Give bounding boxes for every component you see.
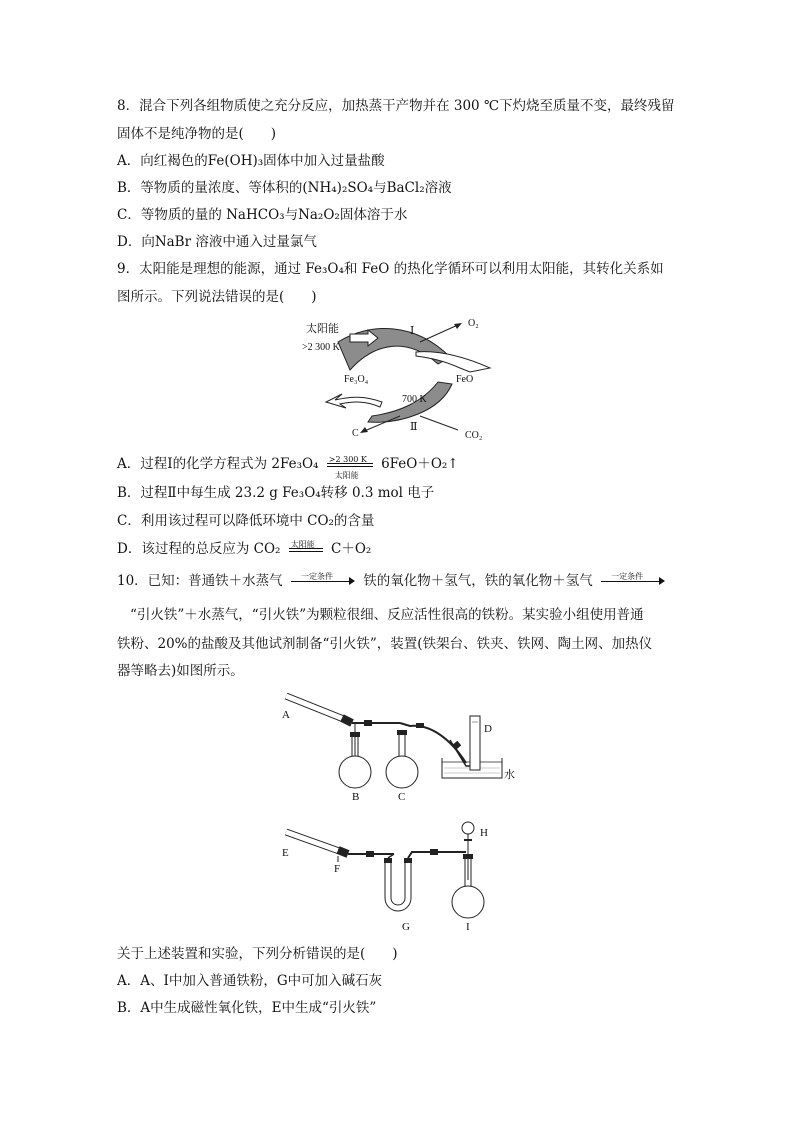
q10-cond-2: 一定条件 [611, 572, 644, 581]
q10-stem-line1 [117, 571, 665, 591]
q9-option-a-products: 6FeO＋O₂↑ [381, 456, 459, 472]
label-A: A [282, 709, 290, 721]
q8-stem-line2: 固体不是纯净物的是( ) [117, 126, 277, 142]
apparatus-upper [280, 688, 520, 808]
label-E: E [282, 847, 289, 859]
q10-cond-arrow-2 [601, 571, 665, 591]
q10-cond-1: 一定条件 [300, 572, 333, 581]
label-I: I [466, 921, 470, 933]
diagram-stage-1: Ⅰ [410, 325, 415, 337]
q9-option-d-text: D．该过程的总反应为 CO₂ [117, 541, 281, 557]
q8-option-b: B．等物质的量浓度、等体积的(NH₄)₂SO₄与BaCl₂溶液 [117, 180, 452, 196]
q9-option-c: C．利用该过程可以降低环境中 CO₂的含量 [117, 513, 375, 529]
q8-option-d: D．向NaBr 溶液中通入过量氯气 [117, 234, 317, 250]
q10-stem-part1: 10．已知：普通铁＋水蒸气 [117, 573, 283, 589]
q10-stem-line4: 器等略去)如图所示。 [117, 663, 244, 679]
q9-option-a-condition [327, 454, 373, 480]
q9-option-b: B．过程Ⅱ中每生成 23.2 g Fe₃O₄转移 0.3 mol 电子 [117, 485, 435, 501]
label-water: 水 [504, 769, 515, 781]
thermochemical-cycle-diagram [290, 312, 500, 442]
diagram-c: C [352, 428, 359, 439]
diagram-fe3o4: Fe₃O₄ [344, 374, 369, 385]
q9-a-cond-bot: 太阳能 [334, 471, 359, 480]
label-D: D [484, 723, 492, 735]
q9-d-eq-line2 [289, 551, 323, 552]
label-F: F [334, 863, 341, 875]
q9-stem-line2: 图所示。下列说法错误的是( ) [117, 289, 317, 305]
q8-stem-line1: 8．混合下列各组物质使之充分反应，加热蒸干产物并在 300 ℃下灼烧至质量不变，最终残留 [117, 98, 675, 114]
q9-d-eq-line [289, 548, 323, 549]
diagram-o2: O₂ [468, 318, 479, 329]
q9-a-eq-line [327, 463, 373, 464]
q8-option-c: C．等物质的量的 NaHCO₃与Na₂O₂固体溶于水 [117, 207, 408, 223]
q10-arrowhead-1 [349, 577, 355, 585]
q9-option-d [117, 539, 371, 559]
q10-arrowhead-2 [659, 577, 665, 585]
apparatus-lower [280, 818, 520, 936]
q9-option-d-products: C＋O₂ [331, 541, 372, 557]
q9-stem-line1: 9．太阳能是理想的能源，通过 Fe₃O₄和 FeO 的热化学循环可以利用太阳能，其转化关系如 [117, 261, 664, 277]
label-H: H [480, 827, 488, 839]
q10-option-b: B．A中生成磁性氧化铁，E中生成“引火铁” [117, 1000, 377, 1016]
label-B: B [352, 791, 360, 803]
q10-stem-line3: 铁粉、20%的盐酸及其他试剂制备“引火铁”，装置(铁架台、铁夹、铁网、陶土网、加热仪 [117, 636, 653, 652]
label-G: G [402, 921, 410, 933]
q10-arrow-line-2 [601, 581, 661, 582]
diagram-temp-high: >2 300 K [302, 342, 340, 353]
diagram-stage-2: Ⅱ [410, 421, 418, 433]
q9-a-cond-top: >2 300 K [328, 455, 367, 464]
q10-question-line: 关于上述装置和实验，下列分析错误的是( ) [117, 946, 398, 962]
diagram-sun-label: 太阳能 [306, 323, 339, 335]
q10-arrow-line-1 [291, 581, 351, 582]
q9-option-a [117, 454, 459, 480]
diagram-co2: CO₂ [465, 430, 483, 441]
q9-d-cond: 太阳能 [290, 540, 315, 549]
q9-option-d-condition [289, 539, 323, 559]
q8-option-a: A．向红褐色的Fe(OH)₃固体中加入过量盐酸 [117, 153, 385, 169]
diagram-temp-low: 700 K [402, 394, 427, 405]
q10-cond-arrow-1 [291, 571, 355, 591]
q10-option-a: A．A、I中加入普通铁粉，G中可加入碱石灰 [117, 973, 383, 989]
q10-stem-line2: “引火铁”＋水蒸气，“引火铁”为颗粒很细、反应活性很高的铁粉。某实验小组使用普通 [130, 607, 644, 623]
q9-option-a-text: A．过程Ⅰ的化学方程式为 2Fe₃O₄ [117, 456, 319, 472]
label-C: C [398, 791, 406, 803]
diagram-feo: FeO [456, 374, 474, 385]
q10-stem-part2: 铁的氧化物＋氢气，铁的氧化物＋氢气 [363, 573, 593, 589]
